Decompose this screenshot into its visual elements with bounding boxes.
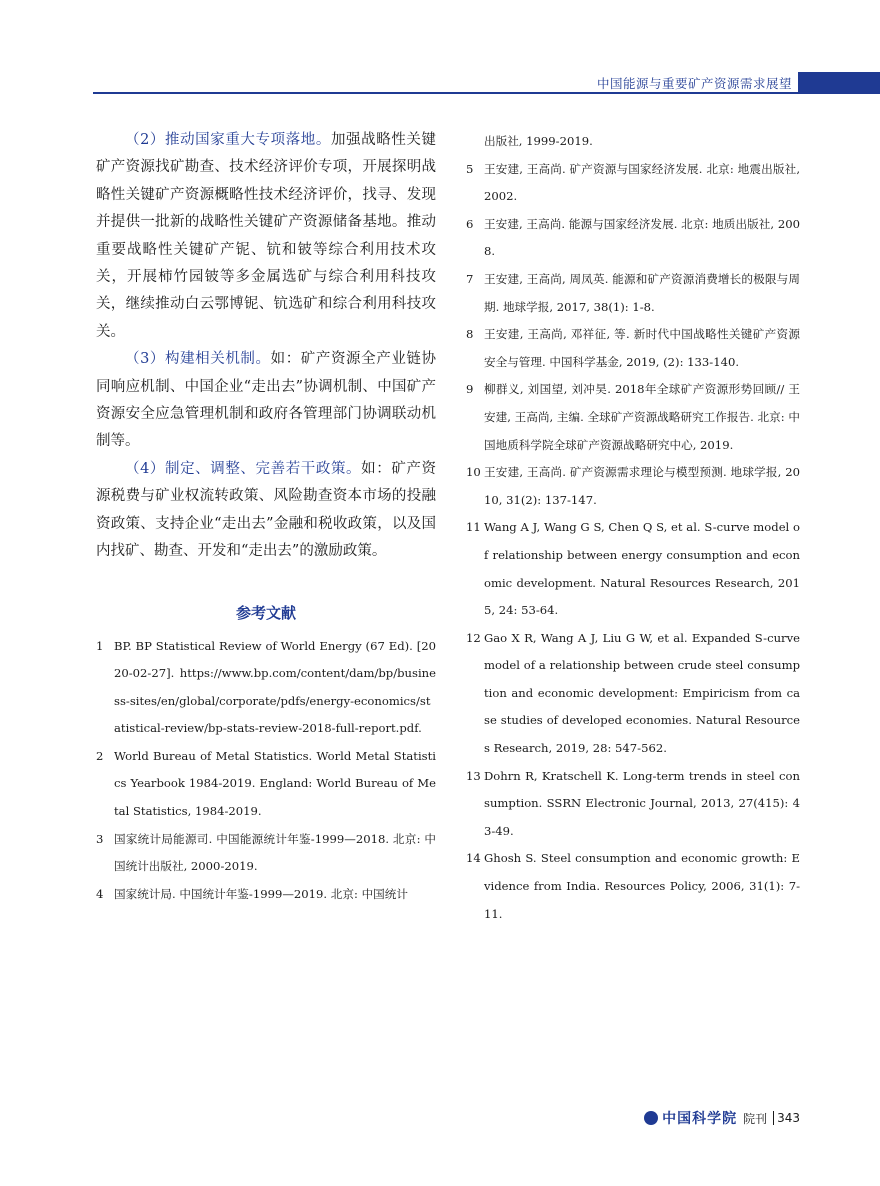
- page-footer: [644, 1108, 800, 1128]
- reference-text: 出版社, 1999-2019.: [484, 134, 593, 148]
- references-list-right: [466, 128, 800, 928]
- reference-text: 王安建, 王高尚, 邓祥征, 等. 新时代中国战略性关键矿产资源安全与管理. 中国科学基金, 2019, (2): 133-140.: [484, 327, 800, 369]
- header-rule: [93, 92, 880, 94]
- reference-text: 王安建, 王高尚. 能源与国家经济发展. 北京: 地质出版社, 2008.: [484, 216, 800, 259]
- body-paragraph-4: [96, 456, 436, 566]
- reference-text: 国家统计局. 中国统计年鉴-1999—2019. 北京: 中国统计: [114, 886, 408, 901]
- reference-number: 2: [96, 748, 104, 763]
- footer-brand: 中国科学院: [662, 1111, 738, 1127]
- page-number: 343: [777, 1111, 800, 1125]
- reference-number: 13: [466, 768, 481, 783]
- reference-item: [466, 845, 800, 928]
- reference-item: [96, 826, 436, 881]
- paragraph-lead: （4）制定、调整、完善若干政策。: [125, 460, 362, 477]
- reference-item: [96, 743, 436, 826]
- reference-text: Wang A J, Wang G S, Chen Q S, et al. S-curve model of relationship between energy consumption and economic development. Natural Resources Research, 2015, 24: 53-64.: [484, 520, 800, 618]
- reference-number: 8: [466, 327, 474, 342]
- reference-number: 4: [96, 886, 104, 901]
- paragraph-lead: （3）构建相关机制。: [125, 351, 271, 368]
- reference-number: 12: [466, 630, 481, 645]
- reference-number-spacer: [466, 128, 484, 156]
- body-paragraph-3: [96, 346, 436, 456]
- reference-item: [466, 376, 800, 459]
- reference-number: 10: [466, 465, 481, 480]
- reference-item: [466, 266, 800, 321]
- reference-item: [466, 459, 800, 514]
- paragraph-lead: （2）推动国家重大专项落地。: [125, 132, 331, 148]
- reference-item: [466, 321, 800, 376]
- reference-text: World Bureau of Metal Statistics. World Metal Statistics Yearbook 1984-2019. England: World Bureau of Metal Statistics, 1984-2019.: [114, 748, 436, 819]
- reference-text: Ghosh S. Steel consumption and economic growth: Evidence from India. Resources Policy, 2006, 31(1): 7-11.: [484, 851, 800, 921]
- body-paragraph-2: [96, 127, 436, 346]
- references-list-left: [96, 633, 436, 909]
- reference-text: Dohrn R, Kratschell K. Long-term trends in steel consumption. SSRN Electronic Journal, 2013, 27(415): 43-49.: [484, 768, 800, 838]
- reference-continuation: [466, 128, 800, 156]
- header-accent-block: [798, 72, 880, 94]
- reference-number: 7: [466, 271, 474, 286]
- reference-text: 柳群义, 刘国望, 刘冲昊. 2018年全球矿产资源形势回顾// 王安建, 王高尚, 主编. 全球矿产资源战略研究工作报告. 北京: 中国地质科学院全球矿产资源战略研究中心, 2019.: [484, 382, 800, 452]
- reference-number: 5: [466, 161, 474, 176]
- paragraph-text: 如：矿产资源税费与矿业权流转政策、风险勘查资本市场的投融资政策、支持企业“走出去”金融和税收政策，以及国内找矿、勘查、开发和“走出去”的激励政策。: [96, 460, 436, 560]
- reference-number: 3: [96, 831, 104, 846]
- reference-item: [466, 211, 800, 266]
- reference-item: [96, 633, 436, 743]
- reference-item: [96, 881, 436, 909]
- reference-item: [466, 156, 800, 211]
- reference-text: BP. BP Statistical Review of World Energy (67 Ed). [2020-02-27]. https://www.bp.com/content/dam/bp/business-sites/en/global/corporate/pdfs/energy-economics/statistical-review/bp-stats-review-2018-full-report.pdf.: [114, 638, 436, 736]
- running-header-title: 中国能源与重要矿产资源需求展望: [596, 76, 792, 91]
- cas-seal-icon: [644, 1111, 658, 1125]
- paragraph-text: 加强战略性关键矿产资源找矿勘查、技术经济评价专项，开展探明战略性关键矿产资源概略性技术经济评价，找寻、发现并提供一批新的战略性关键矿产资源储备基地。推动重要战略性关键矿产铌、钪和铍等综合利用技术攻关，开展柿竹园铍等多金属选矿与综合利用科技攻关，继续推动白云鄂博铌、钪选矿和综合利用科技攻关。: [96, 132, 436, 340]
- references-heading: 参考文献: [235, 603, 296, 622]
- reference-number: 9: [466, 382, 474, 397]
- reference-text: 国家统计局能源司. 中国能源统计年鉴-1999—2018. 北京: 中国统计出版社, 2000-2019.: [114, 831, 436, 874]
- right-column: [466, 128, 800, 928]
- reference-number: 14: [466, 851, 481, 866]
- reference-item: [466, 625, 800, 763]
- left-column: [96, 127, 436, 908]
- reference-text: 王安建, 王高尚. 矿产资源与国家经济发展. 北京: 地震出版社, 2002.: [484, 161, 800, 204]
- reference-number: 1: [96, 638, 104, 653]
- reference-text: Gao X R, Wang A J, Liu G W, et al. Expanded S-curve model of a relationship between crude steel consumption and economic development: Empiricism from case studies of developed economies. Natural Resources Research, 2019, 28: 547-562.: [484, 630, 800, 756]
- reference-text: 王安建, 王高尚, 周凤英. 能源和矿产资源消费增长的极限与周期. 地球学报, 2017, 38(1): 1-8.: [484, 271, 800, 314]
- reference-item: [466, 763, 800, 846]
- footer-journal: 院刊: [743, 1111, 768, 1126]
- footer-divider: [773, 1111, 774, 1125]
- reference-number: 11: [466, 520, 481, 535]
- paragraph-text: 如：矿产资源全产业链协同响应机制、中国企业“走出去”协调机制、中国矿产资源安全应急管理机制和政府各管理部门协调联动机制等。: [96, 351, 436, 450]
- reference-text: 王安建, 王高尚. 矿产资源需求理论与模型预测. 地球学报, 2010, 31(2): 137-147.: [484, 465, 800, 507]
- reference-item: [466, 514, 800, 624]
- reference-number: 6: [466, 216, 474, 231]
